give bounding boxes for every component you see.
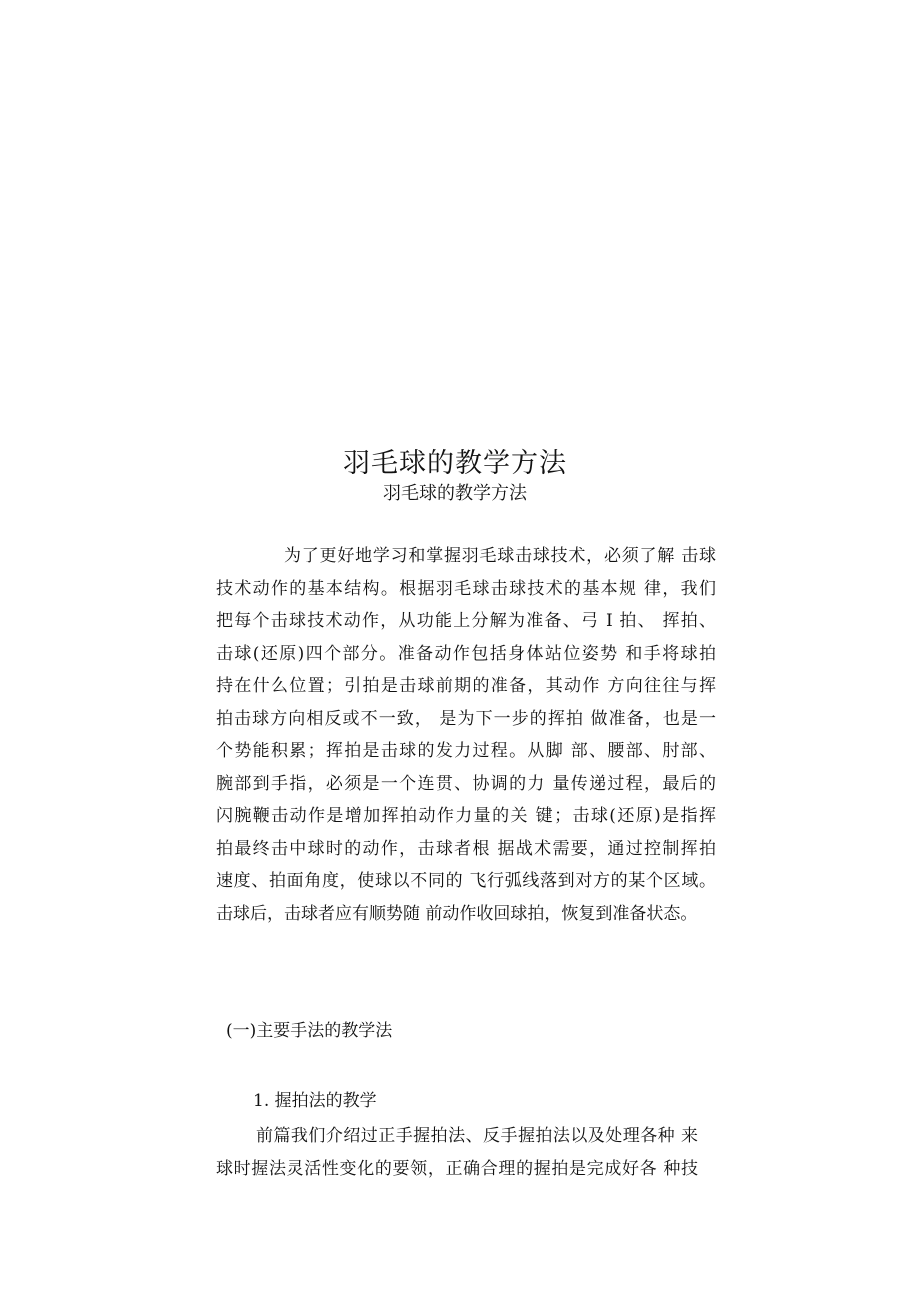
- intro-paragraph: [216, 540, 716, 930]
- paragraph-line: 把每个击球技术动作，从功能上分解为准备、弓 I 拍、 挥拍、: [216, 611, 716, 631]
- section-heading: (一)主要手法的教学法: [226, 1021, 393, 1041]
- paragraph-line: 前篇我们介绍过正手握拍法、反手握拍法以及处理各种 来: [256, 1126, 698, 1146]
- document-title: 羽毛球的教学方法: [343, 448, 567, 479]
- paragraph-line: 持在什么位置；引拍是击球前期的准备，其动作 方向往往与挥: [216, 676, 716, 696]
- paragraph-line: 球时握法灵活性变化的要领，正确合理的握拍是完成好各 种技: [216, 1159, 698, 1179]
- paragraph-line: 腕部到手指，必须是一个连贯、协调的力 量传递过程，最后的: [216, 773, 716, 794]
- paragraph-line: 为了更好地学习和掌握羽毛球击球技术，必须了解 击球: [284, 546, 716, 566]
- paragraph-line: 拍最终击中球时的动作，击球者根 据战术需要，通过控制挥拍: [216, 838, 716, 859]
- paragraph-line: 个势能积累；挥拍是击球的发力过程。从脚 部、腰部、肘部、: [216, 741, 716, 761]
- paragraph-line: 闪腕鞭击动作是增加挥拍动作力量的关 键；击球(还原)是指挥: [216, 806, 716, 826]
- paragraph-line: 技术动作的基本结构。根据羽毛球击球技术的基本规 律，我们: [216, 578, 716, 599]
- document-subtitle: 羽毛球的教学方法: [383, 483, 527, 504]
- paragraph-line: 速度、拍面角度，使球以不同的 飞行弧线落到对方的某个区域。: [216, 871, 716, 891]
- paragraph-line: 拍击球方向相反或不一致， 是为下一步的挥拍 做准备，也是一: [216, 708, 716, 729]
- subsection-heading: 1. 握拍法的教学: [253, 1091, 377, 1111]
- paragraph-line: 击球后，击球者应有顺势随 前动作收回球拍，恢复到准备状态。: [216, 903, 698, 924]
- grip-paragraph: [216, 1120, 698, 1186]
- paragraph-line: 击球(还原)四个部分。准备动作包括身体站位姿势 和手将球拍: [216, 643, 716, 664]
